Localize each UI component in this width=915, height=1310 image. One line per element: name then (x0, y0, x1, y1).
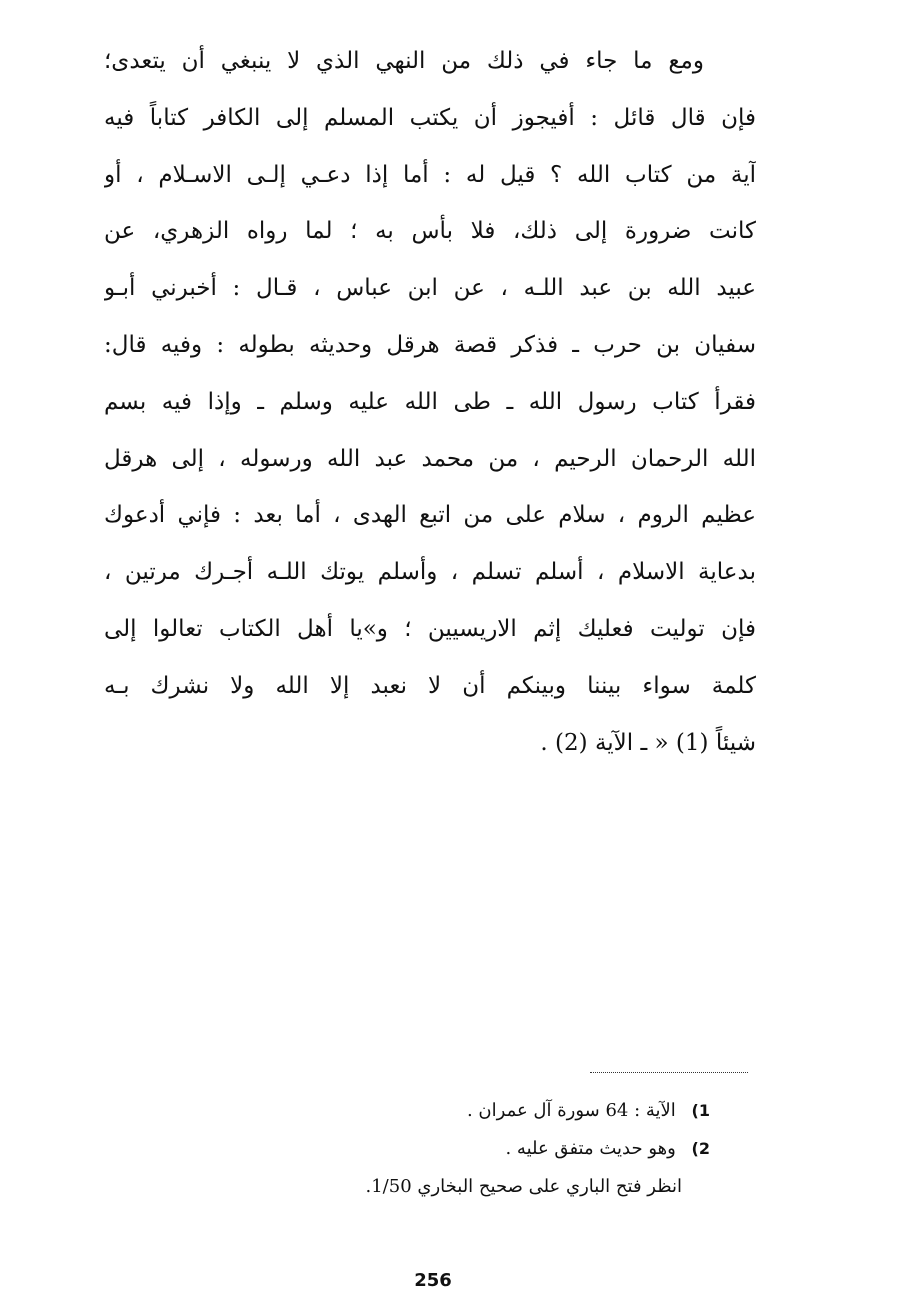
text-line: فإن توليت فعليك إثم الاريسيين ؛ و»يا أهل الكتاب تعالوا إلى (104, 615, 756, 642)
text-line: فقرأ كتاب رسول الله ـ طى الله عليه وسلم ـ وإذا فيه بسم (104, 388, 756, 415)
text-line: كلمة سواء بيننا وبينكم أن لا نعبد إلا الله ولا نشرك بـه (104, 672, 756, 699)
footnote-text: الآية : 64 سورة آل عمران . (466, 1100, 676, 1121)
footnote-number: 2) (691, 1139, 710, 1158)
footnote-text: انظر فتح الباري على صحيح البخاري 1/50. (365, 1176, 682, 1197)
footnote-text: وهو حديث متفق عليه . (505, 1138, 676, 1159)
footnote-2-continuation (280, 1168, 710, 1206)
text-line: عبيد الله بن عبد اللـه ، عن ابن عباس ، قـال : أخبرني أبـو (104, 275, 756, 302)
footnote-number: 1) (691, 1101, 710, 1120)
text-line: الله الرحمان الرحيم ، من محمد عبد الله ورسوله ، إلى هرقل (104, 445, 756, 472)
text-line: آية من كتاب الله ؟ قيل له : أما إذا دعـي إلـى الاسـلام ، أو (104, 161, 756, 188)
page-number: 256 (414, 1270, 452, 1291)
footnote-2 (280, 1130, 710, 1168)
main-text (104, 33, 756, 771)
text-line: كانت ضرورة إلى ذلك، فلا بأس به ؛ لما رواه الزهري، عن (104, 218, 756, 245)
text-line: سفيان بن حرب ـ فذكر قصة هرقل وحديثه بطوله : وفيه قال: (104, 331, 756, 358)
text-line: شيئاً (1) « ـ الآية (2) . (540, 729, 756, 756)
text-line: عظيم الروم ، سلام على من اتبع الهدى ، أما بعد : فإني أدعوك (104, 502, 756, 529)
footnote-1 (280, 1092, 710, 1130)
text-line: بدعاية الاسلام ، أسلم تسلم ، وأسلم يوتك اللـه أجـرك مرتين ، (104, 559, 756, 586)
footnote-separator (590, 1072, 748, 1073)
text-line: ومع ما جاء في ذلك من النهي الذي لا ينبغي أن يتعدى؛ (104, 48, 704, 74)
text-line: فإن قال قائل : أفيجوز أن يكتب المسلم إلى الكافر كتاباً فيه (104, 104, 756, 131)
footnotes (280, 1092, 710, 1206)
